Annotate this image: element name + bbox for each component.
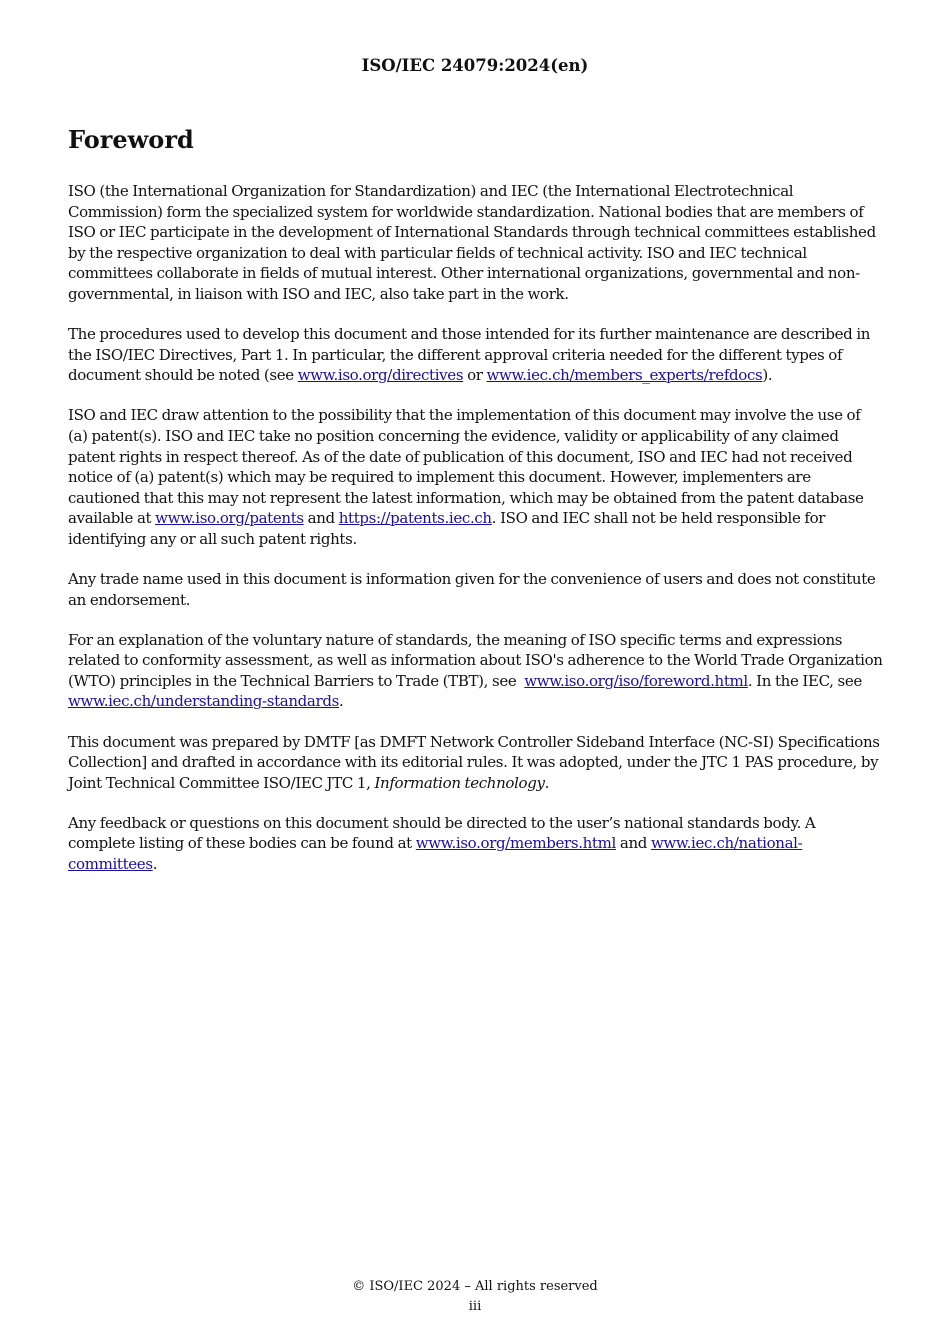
- paragraph-text: .: [152, 855, 158, 874]
- paragraph-text: . ISO and IEC shall not be held responsible for identifying any or all such patent rights.: [68, 509, 826, 548]
- paragraph-text: or: [463, 366, 487, 385]
- page-title: Foreword: [68, 125, 194, 154]
- paragraph-text: ).: [762, 366, 773, 385]
- paragraph-text: .: [338, 692, 344, 711]
- link-iso-patents[interactable]: www.iso.org/patents: [155, 509, 304, 528]
- paragraph-text: This document was prepared by DMTF [as DMFT Network Controller Sideband Interface (NC-SI) Specifications Collection] and drafted in accordance with its editorial rules. It was adopted, under the JTC 1 PAS procedure, by Joint Technical Committee ISO/IEC JTC 1,: [68, 732, 880, 792]
- paragraph-text: . In the IEC, see: [747, 671, 862, 690]
- link-iso-directives[interactable]: www.iso.org/directives: [297, 366, 464, 385]
- footer-copyright: © ISO/IEC 2024 – All rights reserved: [352, 1279, 598, 1294]
- page-number: iii: [468, 1299, 482, 1314]
- link-iso-foreword[interactable]: www.iso.org/iso/foreword.html: [524, 671, 748, 690]
- foreword-body: [68, 181, 883, 894]
- paragraph-feedback: [68, 813, 883, 875]
- paragraph-text: .: [544, 773, 550, 792]
- paragraph-text: Any feedback or questions on this document should be directed to the user’s national standards body. A complete listing of these bodies can be found at: [68, 813, 816, 853]
- link-iec-refdocs[interactable]: www.iec.ch/members_experts/refdocs: [486, 366, 763, 385]
- paragraph-text: and: [615, 834, 651, 853]
- link-iec-patents[interactable]: https://patents.iec.ch: [338, 509, 492, 528]
- link-iso-members[interactable]: www.iso.org/members.html: [415, 834, 616, 853]
- paragraph-procedures: [68, 324, 883, 386]
- link-iec-national-committees[interactable]: www.iec.ch/national-committees: [68, 834, 803, 874]
- committee-title: Information technology: [374, 773, 545, 792]
- link-iec-understanding-standards[interactable]: www.iec.ch/understanding-standards: [68, 692, 339, 711]
- paragraph-trade-name: Any trade name used in this document is information given for the convenience of users and does not constitute an endorsement.: [68, 570, 876, 609]
- paragraph-text: ISO and IEC draw attention to the possibility that the implementation of this document may involve the use of (a) patent(s). ISO and IEC take no position concerning the evidence, validity or applicability of any claimed patent rights in respect thereof. As of the date of publication of this document, ISO and IEC had not received notice of (a) patent(s) which may be required to implement this document. However, implementers are cautioned that this may not represent the latest information, which may be obtained from the patent database available at: [68, 406, 864, 528]
- paragraph-text: For an explanation of the voluntary nature of standards, the meaning of ISO specific terms and expressions related to conformity assessment, as well as information about ISO's adherence to the World Trade Organization (WTO) principles in the Technical Barriers to Trade (TBT), see: [68, 630, 883, 690]
- paragraph-preparation: [68, 732, 883, 794]
- paragraph-text: The procedures used to develop this document and those intended for its further maintenance are described in the ISO/IEC Directives, Part 1. In particular, the different approval criteria needed for the different types of document should be noted (see: [68, 325, 871, 385]
- paragraph-organizations: ISO (the International Organization for Standardization) and IEC (the International Electrotechnical Commission) form the specialized system for worldwide standardization. National bodies that are members of ISO or IEC participate in the development of International Standards through technical committees established by the respective organization to deal with particular fields of technical activity. ISO and IEC technical committees collaborate in fields of mutual interest. Other international organizations, governmental and non-governmental, in liaison with ISO and IEC, also take part in the work.: [68, 182, 876, 303]
- paragraph-text: and: [303, 509, 339, 528]
- document-id-header: ISO/IEC 24079:2024(en): [361, 56, 589, 75]
- paragraph-patents: [68, 405, 883, 549]
- paragraph-voluntary-nature: [68, 630, 883, 712]
